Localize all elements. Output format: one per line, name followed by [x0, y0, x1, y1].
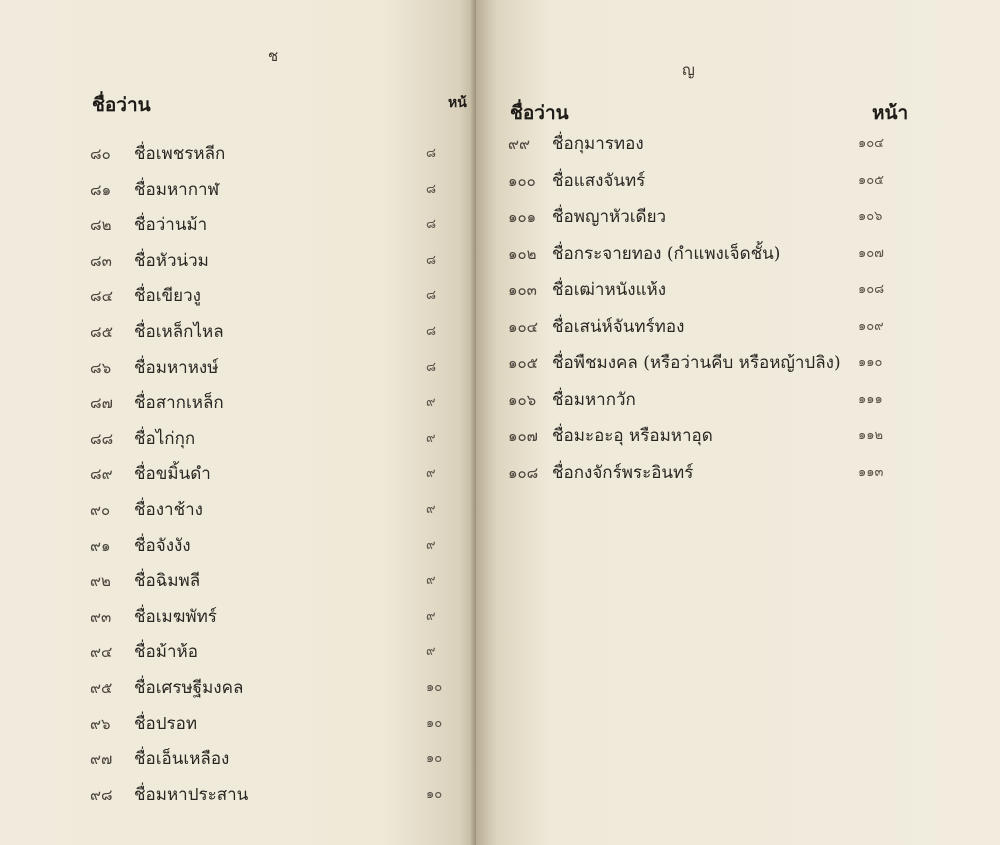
entry-number: ๘๔: [90, 287, 113, 306]
entry-page-number: ๑๐๖: [858, 209, 883, 224]
page-number: ช: [268, 47, 279, 65]
toc-entry: [90, 318, 490, 345]
toc-entry: [90, 781, 490, 808]
entry-title: ชื่อกุมารทอง: [552, 134, 644, 154]
toc-entry: [508, 386, 908, 413]
entry-title: ชื่อมหากวัก: [552, 389, 636, 410]
entry-page-number: ๑๐: [426, 680, 443, 695]
entry-page-number: ๘: [426, 217, 437, 233]
entry-number: ๙๕: [90, 679, 113, 697]
toc-entry: [90, 603, 490, 630]
entry-page-number: ๘: [426, 288, 437, 304]
toc-entry: [508, 203, 908, 230]
toc-entry: [90, 532, 490, 559]
entry-number: ๙๙: [508, 135, 530, 153]
toc-entry: [90, 674, 490, 701]
entry-number: ๘๖: [90, 358, 112, 377]
entry-title: ชื่อกงจักร์พระอินทร์: [552, 462, 694, 483]
entry-title: ชื่อมะอะอุ หรือมหาอุด: [552, 426, 713, 446]
entry-number: ๑๐๐: [508, 171, 536, 190]
toc-entry: [90, 425, 490, 452]
entry-page-number: ๑๐๙: [858, 318, 884, 334]
entry-number: ๑๐๘: [508, 463, 539, 482]
entry-title: ชื่อปรอท: [134, 713, 198, 734]
entry-title: ชื่อขมิ้นดำ: [134, 464, 211, 485]
toc-entry: [508, 459, 908, 486]
toc-entry: [90, 638, 490, 665]
toc-entry: [508, 349, 908, 376]
entry-title: ชื่อไก่กุก: [134, 428, 196, 449]
entry-number: ๙๒: [90, 572, 111, 591]
entry-number: ๑๐๕: [508, 354, 539, 372]
entry-title: ชื่อสากเหล็ก: [134, 393, 224, 414]
entry-number: ๘๒: [90, 216, 112, 235]
toc-entry: [90, 710, 490, 737]
toc-entry: [90, 389, 490, 416]
toc-entry: [508, 167, 908, 194]
entry-number: ๘๕: [90, 323, 113, 341]
entry-number: ๘๙: [90, 465, 113, 484]
entry-page-number: ๑๐: [426, 715, 443, 731]
right-page: [476, 0, 1000, 845]
entry-title: ชื่อเพชรหลีก: [134, 144, 226, 164]
entry-number: ๑๐๑: [508, 208, 537, 226]
entry-page-number: ๑๑๓: [858, 464, 884, 480]
entry-page-number: ๑๐: [426, 786, 443, 802]
entry-number: ๑๐๔: [508, 317, 539, 336]
entry-number: ๙๑: [90, 536, 111, 555]
entry-title: ชื่อหัวน่วม: [134, 250, 209, 271]
entry-page-number: ๙: [426, 502, 436, 517]
entry-page-number: ๑๐๕: [858, 172, 885, 188]
entry-page-number: ๘: [426, 181, 437, 197]
entry-title: ชื่อเฒ่าหนังแห้ง: [552, 280, 667, 300]
column-header-page: หน้: [448, 95, 467, 111]
entry-number: ๙๖: [90, 714, 111, 733]
entry-page-number: ๘: [426, 146, 437, 161]
entry-title: ชื่อจังงัง: [134, 535, 191, 556]
entry-title: ชื่อเมฆพัทร์: [134, 606, 217, 627]
left-page: [0, 0, 478, 845]
entry-number: ๙๗: [90, 750, 113, 769]
column-header-title: ชื่อว่าน: [92, 94, 151, 116]
column-header-title: ชื่อว่าน: [510, 102, 569, 124]
entry-number: ๘๑: [90, 180, 112, 199]
entry-title: ชื่อมหากาฬ: [134, 179, 220, 200]
entry-page-number: ๑๑๑: [858, 391, 883, 407]
entry-page-number: ๘: [426, 324, 437, 339]
entry-page-number: ๑๐๘: [858, 282, 885, 297]
toc-entry: [90, 176, 490, 203]
entry-page-number: ๑๑๒: [858, 428, 884, 443]
entry-page-number: ๘: [426, 252, 437, 268]
entry-title: ชื่อเสน่ห์จันทร์ทอง: [552, 316, 685, 337]
entry-page-number: ๙: [426, 430, 436, 446]
entry-title: ชื่อฉิมพลี: [134, 571, 201, 592]
entry-number: ๘๘: [90, 429, 114, 448]
entry-number: ๘๗: [90, 394, 113, 413]
column-header-page: หน้า: [872, 102, 909, 124]
toc-entry: [508, 276, 908, 303]
entry-title: ชื่อเหล็กไหล: [134, 322, 224, 342]
entry-title: ชื่อพืชมงคล (หรือว่านคีบ หรือหญ้าปลิง): [552, 353, 841, 373]
toc-entry: [508, 240, 908, 267]
toc-entry: [90, 282, 490, 309]
entry-number: ๙๓: [90, 607, 112, 626]
entry-page-number: ๑๐๔: [858, 136, 885, 151]
entry-title: ชื่อแสงจันทร์: [552, 170, 646, 191]
entry-title: ชื่องาช้าง: [134, 500, 203, 520]
entry-page-number: ๑๐: [426, 751, 443, 767]
toc-entry: [90, 745, 490, 772]
entry-page-number: ๙: [426, 644, 436, 660]
entry-page-number: ๙: [426, 466, 436, 482]
entry-title: ชื่อกระจายทอง (กำแพงเจ็ดชั้น): [552, 243, 781, 264]
entry-number: ๙๔: [90, 643, 113, 662]
toc-entry: [508, 130, 908, 157]
entry-title: ชื่อว่านม้า: [134, 215, 208, 236]
entry-number: ๙๘: [90, 785, 113, 804]
entry-title: ชื่อพญาหัวเดียว: [552, 207, 667, 227]
entry-page-number: ๘: [426, 359, 437, 375]
entry-page-number: ๑๑๐: [858, 355, 883, 370]
entry-title: ชื่อม้าห้อ: [134, 642, 198, 663]
entry-number: ๑๐๓: [508, 281, 537, 299]
toc-entry: [90, 211, 490, 238]
entry-page-number: ๑๐๗: [858, 245, 884, 261]
toc-entry: [90, 460, 490, 487]
toc-entry: [90, 247, 490, 274]
toc-entry: [508, 313, 908, 340]
entry-page-number: ๙: [426, 608, 436, 624]
toc-entry: [90, 567, 490, 594]
entry-number: ๙๐: [90, 501, 111, 519]
entry-title: ชื่อเศรษฐีมงคล: [134, 678, 244, 698]
entry-number: ๘๓: [90, 251, 112, 270]
toc-entry: [90, 496, 490, 523]
entry-number: ๑๐๖: [508, 390, 537, 409]
entry-page-number: ๙: [426, 573, 436, 589]
entry-title: ชื่อเขียวงู: [134, 286, 201, 307]
entry-title: ชื่อมหาหงษ์: [134, 357, 219, 378]
entry-number: ๘๐: [90, 145, 111, 163]
entry-number: ๑๐๒: [508, 244, 537, 263]
entry-page-number: ๙: [426, 537, 436, 553]
entry-title: ชื่อเอ็นเหลือง: [134, 749, 230, 770]
entry-number: ๑๐๗: [508, 427, 538, 445]
toc-entry: [90, 354, 490, 381]
toc-entry: [90, 140, 490, 167]
entry-title: ชื่อมหาประสาน: [134, 784, 249, 805]
toc-entry: [508, 422, 908, 449]
entry-page-number: ๙: [426, 395, 436, 411]
page-number: ญ: [682, 61, 695, 79]
